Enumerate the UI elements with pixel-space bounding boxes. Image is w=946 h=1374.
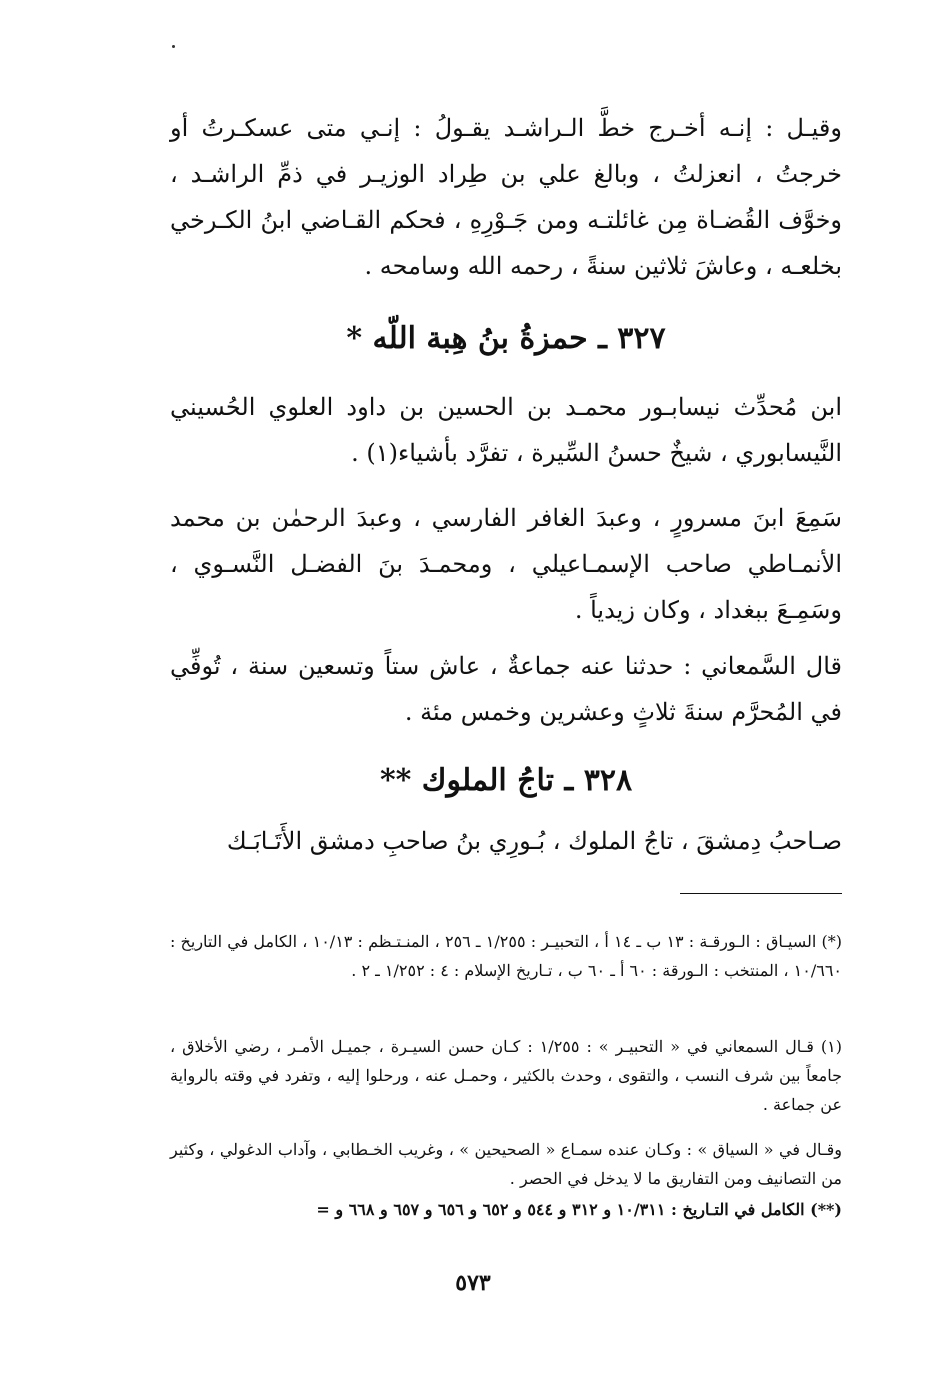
paragraph-text: صـاحبُ دِمشقَ ، تاجُ الملوك ، بُـورِي بنُ صاحبِ دمشق الأَتَـابَـك — [226, 827, 842, 855]
paragraph-text: قال السَّمعاني : حدثنا عنه جماعةٌ ، عاش ستاً وتسعين سنة ، تُوفِّي في المُحرَّم سنةَ ثلاثٍ وعشرين وخمس مئة . — [170, 652, 842, 726]
footnote-1 — [170, 927, 842, 985]
page-number: ٥٧٣ — [455, 1270, 491, 1296]
paragraph-4 — [170, 643, 842, 735]
paragraph-5 — [170, 818, 842, 864]
paragraph-1 — [170, 105, 842, 289]
footnote-text: (*) السيـاق : الـورقـة : ١٣ ب ـ ١٤ أ ، التحبيـر : ١/٢٥٥ ـ ٢٥٦ ، المنـتـظم : ١٠/١٣ ، الكامل في التاريخ : ١٠/٦٦٠ ، المنتخب : الـورقة : ٦٠ أ ـ ٦٠ ب ، تـاريخ الإسلام : ٤ : ١/٢٥٢ ـ ٢ . — [170, 932, 843, 980]
paragraph-text: ابن مُحدِّث نيسابـور محمـد بن الحسين بن داود العلوي الحُسيني النَّيسابوري ، شيخٌ حسنُ السِّيرة ، تفرَّد بأشياء(١) . — [170, 393, 842, 467]
paragraph-text: سَمِعَ ابنَ مسرورٍ ، وعبدَ الغافر الفارسي ، وعبدَ الرحمٰن بن محمد الأنمـاطي صاحب الإسمـاعيلي ، ومحمـدَ بنَ الفضـل النَّسـوي ، وسَمِـعَ ببغداد ، وكان زيدياً . — [170, 504, 842, 624]
footnote-text: (١) قـال السمعاني في « التحبيـر » : ١/٢٥٥ : كـان حسن السيـرة ، جميـل الأمـر ، رضي الأخلاق ، جامعاً بين شرف النسب ، والتقوى ، وحدث بالكثير ، وحمـل عنه ، ورحلوا إليه ، وتفرد في وقته بالرواية عن جماعة . — [170, 1037, 843, 1114]
paragraph-3 — [170, 495, 842, 633]
paragraph-text: وقيـل : إنـه أخـرج خطَّ الـراشـد يقـولُ : إنـي متى عسكـرتُ أو خرجتُ ، انعزلتُ ، وبالغ علي بن طِراد الوزيـر في ذمِّ الراشـد ، وخوَّف القُضـاة مِن غائلتـه ومن جَـوْرِهِ ، فحكم القـاضي ابنُ الكـرخي بخلعـه ، وعاشَ ثلاثين سنةً ، رحمه الله وسامحه . — [170, 114, 842, 280]
paragraph-2 — [170, 384, 842, 476]
footnote-text: وقـال في « السياق » : وكـان عنده سمـاع « الصحيحين » ، وغريب الخـطابي ، وآداب الدغولي ، وكثير من التصانيف ومن التفاريق ما لا يدخل في الحصر . — [170, 1140, 842, 1188]
footnote-2 — [170, 1032, 842, 1119]
entry-heading-327: ٣٢٧ ـ حمزةُ بنُ هِبة اللّه * — [346, 321, 666, 356]
footnote-3 — [170, 1135, 842, 1193]
footnote-text: (**) الكامل في التـاريخ : ١٠/٣١١ و ٣١٢ و ٥٤٤ و ٦٥٢ و ٦٥٦ و ٦٥٧ و ٦٦٨ و = — [316, 1200, 842, 1219]
footnote-separator — [680, 893, 842, 894]
scan-speck — [172, 45, 175, 48]
entry-heading-328: ٣٢٨ ـ تاجُ الملوك ** — [379, 763, 633, 798]
footnote-4 — [170, 1195, 842, 1224]
